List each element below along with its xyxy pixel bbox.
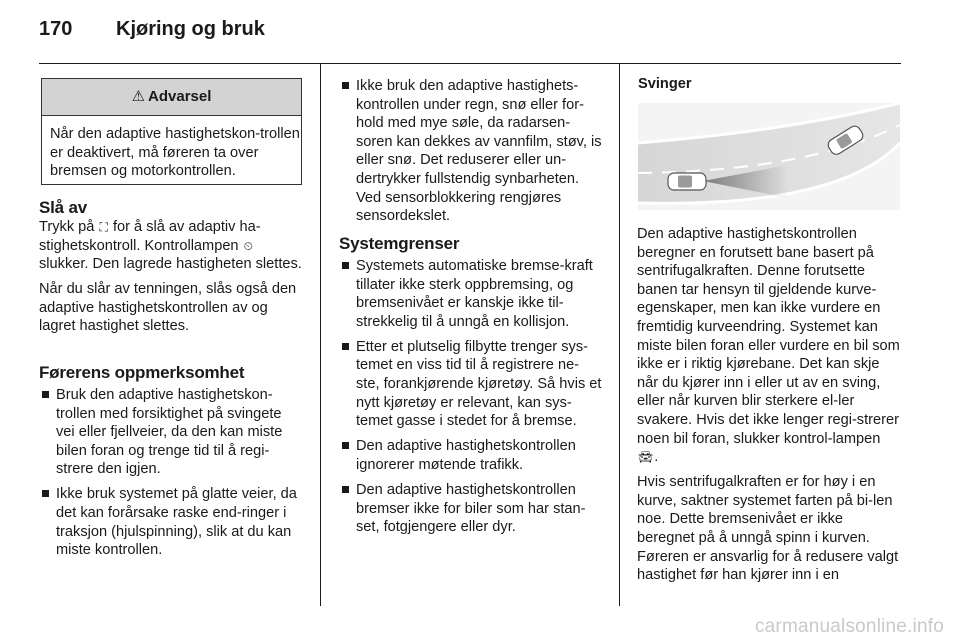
paragraph-slaa-av-2: Når du slår av tenningen, slås også den adaptive hastighetskontrollen av og lagret hastighet slettes. bbox=[39, 281, 297, 335]
heading-oppmerksomhet: Førerens oppmerksomhet bbox=[39, 363, 245, 382]
header-rule bbox=[39, 63, 901, 64]
curve-illustration bbox=[638, 103, 900, 210]
section-systemgrenser bbox=[339, 257, 602, 543]
warning-header bbox=[42, 79, 301, 116]
cruise-lamp-icon: ⏲ bbox=[243, 238, 253, 253]
list-item: Systemets automatiske bremse-kraft tillater ikke sterk oppbremsing, og bremsenivået er kanskje ikke til-strekkelig til å unngå en kollisjon. bbox=[339, 257, 602, 331]
list-item: Den adaptive hastighetskontrollen ignorerer møtende trafikk. bbox=[339, 437, 602, 474]
warning-title: Advarsel bbox=[148, 88, 212, 105]
section-col2-top bbox=[339, 77, 602, 232]
warning-text: Når den adaptive hastighetskon-trollen er deaktivert, må føreren ta over bremsen og motorkontrollen. bbox=[50, 126, 300, 180]
list-item: Den adaptive hastighetskontrollen bremser ikke for biler som har stan-set, fotgjengere eller dyr. bbox=[339, 481, 602, 537]
paragraph-svinger-1: Den adaptive hastighetskontrollen beregner en forutsett bane basert på sentrifugalkraften. Denne forutsette banen tar hensyn til gjeldende kurve-egenskaper, men kan ikke vurdere en fremtidig kurveendring. Systemet kan miste bilen foran eller vurdere en bil som ikke er i riktig kjørebane. Det kan skje når du kjører inn i eller ut av en sving, eller når kurven blir sterkere el-ler svakere. Hvis det ikke lenger regi-strerer noen bil foran, slukker kontrol-lampen 🚘︎. bbox=[637, 226, 900, 466]
page-number: 170 bbox=[39, 18, 73, 40]
list-item: Etter et plutselig filbytte trenger sys-temet en viss tid til å registrere ne-ste, forankjørende kjøretøy. Så hvis et nytt kjøretøy er relevant, kan sys-temet gasse i stedet for å bremse. bbox=[339, 338, 602, 431]
warning-triangle-icon: ⚠ bbox=[131, 88, 146, 105]
section-slaa-av bbox=[39, 218, 302, 336]
list-item: Bruk den adaptive hastighetskon-trollen med forsiktighet på svingete vei eller fjellveier, da den kan miste bilen foran og trenge tid til å regi-strere den igjen. bbox=[39, 386, 302, 479]
column-divider-2 bbox=[619, 64, 620, 606]
paragraph-slaa-av-1: Trykk på ⛶ for å slå av adaptiv ha-stighetskontroll. Kontrollampen ⏲ slukker. Den lagrede hastigheten slettes. bbox=[39, 219, 302, 273]
heading-svinger: Svinger bbox=[638, 76, 692, 92]
section-svinger bbox=[637, 225, 901, 585]
watermark: carmanualsonline.info bbox=[754, 616, 944, 637]
own-car bbox=[668, 173, 706, 190]
steering-wheel-speed-icon: ⛶ bbox=[99, 220, 108, 234]
heading-systemgrenser: Systemgrenser bbox=[339, 234, 460, 253]
car-ahead-icon: 🚘︎ bbox=[638, 450, 654, 465]
section-oppmerksomhet bbox=[39, 386, 302, 566]
list-item: Ikke bruk systemet på glatte veier, da det kan forårsake raske end-ringer i traksjon (hjulspinning), slik at du kan miste kontrollen. bbox=[39, 485, 302, 559]
paragraph-svinger-2: Hvis sentrifugalkraften er for høy i en kurve, saktner systemet farten på bi-len noe. Dette bremsenivået er ikke beregnet på å unngå spinn i kurven. Føreren er ansvarlig for å redusere valgt hastighet før han kjører inn i en bbox=[637, 474, 899, 584]
heading-slaa-av: Slå av bbox=[39, 198, 87, 217]
column-divider-1 bbox=[320, 64, 321, 606]
page-title: Kjøring og bruk bbox=[116, 18, 265, 40]
list-item: Ikke bruk den adaptive hastighets-kontrollen under regn, snø eller for-hold med mye søle, da radarsen-soren kan dekkes av vannfilm, støv, is eller snø. Det reduserer eller un-dertrykker fullstendig synbarheten. Ved sensorblokkering rengjøres sensordekslet. bbox=[339, 77, 602, 226]
warning-box bbox=[41, 78, 302, 185]
